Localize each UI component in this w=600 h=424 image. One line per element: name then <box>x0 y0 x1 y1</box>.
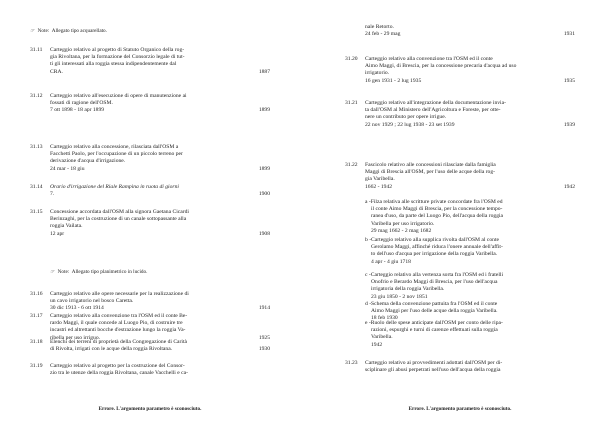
entry-year: 1931 <box>563 31 575 38</box>
sub-line: irrigatoria della roggia Varibella. <box>371 286 445 293</box>
entry-line: Concessione accordata dall'OSM alla signora Gaetana Cicardi <box>50 209 189 215</box>
entry-number: 31.18 <box>30 339 43 345</box>
sub-item <box>365 199 575 235</box>
sub-dates: 23 giu 1850 - 2 nov 1851 <box>371 293 428 300</box>
sub-line: to dell'uso d'acqua per irrigazione della roggia Varibella. <box>371 251 498 258</box>
entry-line: Carteggio relativo alla convenzione tra l'OSM ed il conte <box>365 56 493 62</box>
entry-body <box>50 47 270 76</box>
entry-line: gia Rivoltana, per la formazione del Consorzio legale di tut- <box>50 54 185 61</box>
entry-line: roggia Vailata. <box>50 223 83 230</box>
entry-line: Elenchi dei terreni di proprietà della Congregazione di Carità <box>50 339 187 345</box>
entry-year: 1908 <box>258 230 270 237</box>
entry-line: zio tra le utenze della roggia Rivoltana, canale Vacchelli e ca- <box>50 370 188 377</box>
entry-body <box>50 339 270 353</box>
entry-number: 31.22 <box>345 162 358 168</box>
sub-dates: 29 mag 1662 - 2 mag 1682 <box>371 227 432 234</box>
entry-number: 31.19 <box>30 363 43 369</box>
entry-number: 31.13 <box>30 144 43 150</box>
entry-body <box>50 363 270 377</box>
entry-line: Carteggio relativo alla concessione, rilasciata dall'OSM a <box>50 144 179 150</box>
entry-number: 31.14 <box>30 184 43 190</box>
sub-dates: 1942 <box>371 341 383 348</box>
sub-line: ranea d'uso, da parte del Luogo Pio, dell'acqua della roggia <box>371 213 504 220</box>
entry-line: nale Retorto. <box>365 24 394 30</box>
entry-dates: 16 gen 1931 - 2 lug 1935 <box>365 77 422 84</box>
entry-line: Facchetti Paolo, per l'occupazione di un piccolo terreno per <box>50 151 183 158</box>
entry-line: Berinzaghi, per la costruzione di un canale sottopassante alla <box>50 216 187 223</box>
entry-line: Carteggio relativo all'integrazione della documentazione invia- <box>365 100 506 106</box>
entry-number: 31.12 <box>30 93 43 99</box>
entry-line: 7. <box>50 191 55 198</box>
entry-line: di Rivolta, irrigati con le acque della roggia Rivoltana. <box>50 346 173 353</box>
pointing-hand-icon: ☞ <box>50 269 55 275</box>
entry-dates: 12 apr <box>50 230 65 237</box>
right-footer: Errore. L'argomento parametro è sconosciuto. <box>408 405 512 412</box>
top-note: ☞ Note: Allegato tipo acquarellato. <box>30 28 107 34</box>
entry-line: CRA. <box>50 68 63 75</box>
entry-number: 31.20 <box>345 56 358 62</box>
sub-line: razioni, espurghi e turni di carenze effettuati sulla roggia <box>371 327 498 334</box>
entry-line: gia Varibella. <box>365 176 395 183</box>
entry-line: un cavo irrigatorio nel bosco Caretta. <box>50 298 134 305</box>
entry-year: 1887 <box>258 68 270 75</box>
entry-line: rardo Maggi, il quale concede al Luogo Pio, di costruire tre <box>50 320 183 327</box>
pointing-hand-icon: ☞ <box>30 28 35 34</box>
entry-line: nere un contributo per opere irrigue. <box>365 114 447 121</box>
mid-note: ☞ Note: Allegato tipo planimetrico in lucido. <box>50 269 148 275</box>
entry-body <box>50 184 270 198</box>
entry-body <box>365 24 575 38</box>
entry-dates: 1662 - 1942 <box>365 183 393 190</box>
entry-number: 31.16 <box>30 291 43 297</box>
entry-body <box>365 56 575 85</box>
entry-line: ti gli interessati alla roggia stessa indipendentemente dal <box>50 61 177 68</box>
entry-line: sciplinare gli abusi perpetrati nell'uso dell'acqua della roggia <box>365 367 501 374</box>
entry-body <box>365 162 575 191</box>
left-footer: Errore. L'argomento parametro è sconosciuto. <box>98 405 202 412</box>
entry-body <box>50 144 270 173</box>
entry-line: derivazione d'acqua d'irrigazione. <box>50 158 126 165</box>
entry-line: Carteggio relativo alla convenzione tra l'OSM ed il conte Be- <box>50 313 188 319</box>
entry-year: 1935 <box>563 77 575 84</box>
sub-item <box>365 237 575 266</box>
entry-line: Carteggio relativo al progetto per la costruzione del Consor- <box>50 363 185 369</box>
sub-dates: 4 apr - 4 giu 1718 <box>371 258 411 265</box>
entry-body <box>50 313 270 342</box>
entry-number: 31.21 <box>345 100 358 106</box>
entry-line: Fascicolo relativo alle concessioni rilasciate dalla famiglia <box>365 162 496 168</box>
entry-line: Carteggio relativo al progetto di Statuto Organico della rog- <box>50 47 185 53</box>
entry-line: fossati di ragione dell'OSM. <box>50 100 113 107</box>
entry-number: 31.15 <box>30 209 43 215</box>
sub-line: il conte Aimo Maggi di Brescia, per la concessione tempo- <box>371 206 503 213</box>
sub-item <box>365 320 575 349</box>
entry-body <box>365 100 575 129</box>
entry-line: ta dall'OSM al Ministero dell'Agricoltura e Foreste, per otte- <box>365 107 501 114</box>
sub-line: Gerolamo Maggi, affinché riduca l'onere annuale dell'affit- <box>371 244 503 251</box>
entry-year: 1914 <box>258 305 270 312</box>
entry-line: Carteggio relativo all'esecuzione di opere di manutenzione ai <box>50 93 187 99</box>
sub-line: b -Carteggio relativo alla supplica rivolta dall'OSM al conte <box>365 237 499 243</box>
entry-body <box>50 291 270 313</box>
entry-dates: 7 ott 1898 - 18 apr 1899 <box>50 107 105 114</box>
sub-item <box>365 272 575 301</box>
entry-dates: 30 dic 1913 - 6 ott 1914 <box>50 305 104 312</box>
entry-number: 31.11 <box>30 47 43 53</box>
right-column <box>345 0 575 424</box>
sub-line: a -Filza relativa alle scritture private concordate fra l'OSM ed <box>365 199 503 205</box>
entry-year: 1899 <box>258 107 270 114</box>
entry-year: 1930 <box>258 346 270 353</box>
entry-line: Maggi di Brescia all'OSM, per l'uso delle acque della rog- <box>365 169 496 176</box>
entry-year: 1899 <box>258 165 270 172</box>
entry-number: 31.23 <box>345 360 358 366</box>
sub-line: e -Ruolo delle spese anticipate dall'OSM per conto delle ripa- <box>365 320 503 326</box>
entry-year: 1925 <box>258 334 270 341</box>
entry-year: 1900 <box>258 191 270 198</box>
entry-body <box>365 360 575 374</box>
entry-dates: 24 mar - 18 giu <box>50 165 85 172</box>
entry-line: irrigatorio. <box>365 70 390 77</box>
entry-line: Carteggio relativo ai provvedimenti adottati dall'OSM per di- <box>365 360 503 366</box>
sub-line: Varibella per uso irrigatorio. <box>371 220 435 227</box>
entry-line: Orario d'irrigazione del Riale Rampina in ruota di giorni <box>50 184 179 190</box>
entry-line: Carteggio relativo alle opere necessarie per la realizzazione di <box>50 291 189 297</box>
entry-year: 1939 <box>563 121 575 128</box>
entry-line: incastri ed altrettanti bocche d'estrazione lungo la roggia Va- <box>50 327 186 334</box>
entry-line: ribella per uso irriguo. <box>50 334 101 341</box>
sub-line: Aimo Maggi per l'uso delle acque della roggia Varibella. <box>371 308 498 315</box>
entry-dates: 22 nov 1929 ; 22 lug 1938 - 23 set 1939 <box>365 121 455 128</box>
sub-line: Varibella. <box>371 334 393 341</box>
sub-line: Onofrio e Berardo Maggi di Brescia, per l'uso dell'acqua <box>371 279 498 286</box>
left-column <box>30 0 270 424</box>
entry-dates: 24 feb - 29 mag <box>365 31 401 38</box>
entry-body <box>50 209 270 238</box>
entry-number: 31.17 <box>30 313 43 319</box>
entry-body <box>50 93 270 115</box>
sub-dates: 18 feb 1930 <box>371 315 398 322</box>
entry-line: Aimo Maggi, di Brescia, per la concessione precaria d'acqua ad uso <box>365 63 517 70</box>
entry-year: 1942 <box>563 183 575 190</box>
sub-line: d -Schema della convenzione pattuita fra l'OSM ed il conte <box>365 301 498 307</box>
sub-line: c -Carteggio relativo alla vertenza sorta fra l'OSM ed i fratelli <box>365 272 503 278</box>
